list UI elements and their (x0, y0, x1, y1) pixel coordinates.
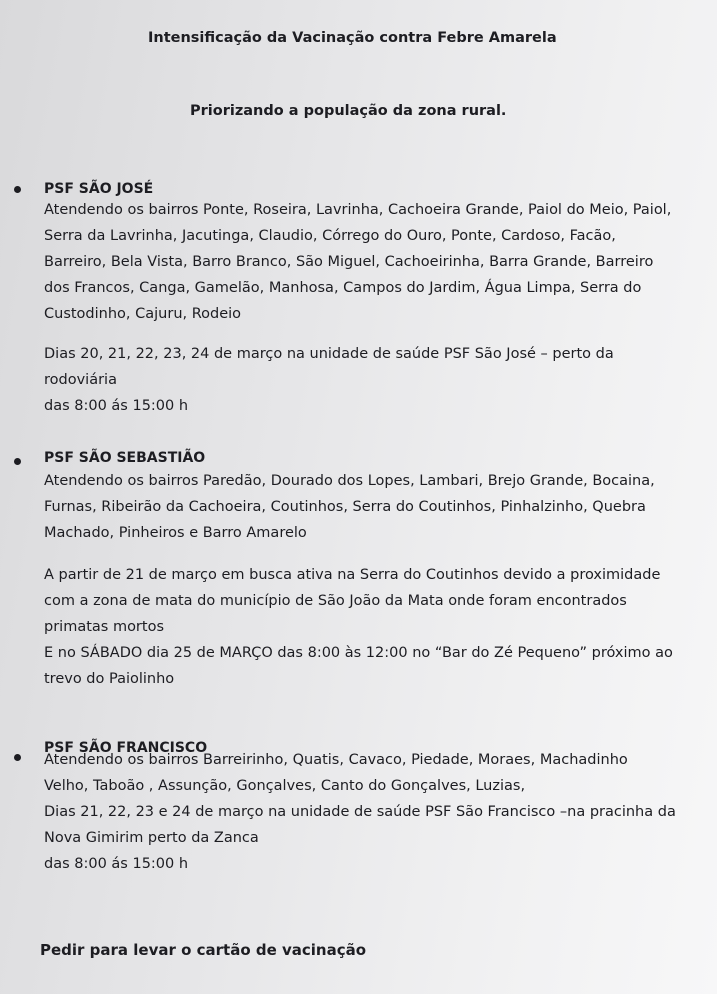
section-heading: PSF SÃO SEBASTIÃO (44, 450, 206, 466)
text-line: trevo do Paiolinho (44, 671, 175, 687)
text-line: E no SÁBADO dia 25 de MARÇO das 8:00 às 12:00 no “Bar do Zé Pequeno” próximo ao (44, 645, 673, 661)
schedule-place: Nova Gimirim perto da Zanca (44, 830, 259, 846)
bullet-icon (14, 458, 21, 465)
schedule-hours: das 8:00 ás 15:00 h (44, 856, 189, 872)
bairros-list (44, 197, 694, 327)
text-line: Velho, Taboão , Assunção, Gonçalves, Canto do Gonçalves, Luzias, (44, 778, 526, 794)
bullet-icon (14, 754, 21, 761)
text-line: Atendendo os bairros Paredão, Dourado dos Lopes, Lambari, Brejo Grande, Bocaina, (44, 473, 655, 489)
text-line: Dias 20, 21, 22, 23, 24 de março na unidade de saúde PSF São José – perto da (44, 346, 614, 362)
section-heading: PSF SÃO JOSÉ (44, 181, 154, 197)
schedule-place: rodoviária (44, 372, 117, 388)
text-line (44, 825, 694, 877)
text-line: Serra da Lavrinha, Jacutinga, Claudio, Córrego do Ouro, Ponte, Cardoso, Facão, (44, 228, 616, 244)
schedule-text (44, 341, 694, 419)
text-line: dos Francos, Canga, Gamelão, Manhosa, Campos do Jardim, Água Limpa, Serra do (44, 280, 642, 296)
text-line: Atendendo os bairros Ponte, Roseira, Lavrinha, Cachoeira Grande, Paiol do Meio, Paiol, (44, 202, 672, 218)
document-title: Intensificação da Vacinação contra Febre Amarela (148, 30, 557, 46)
text-line: Machado, Pinheiros e Barro Amarelo (44, 525, 307, 541)
text-line: Atendendo os bairros Barreirinho, Quatis, Cavaco, Piedade, Moraes, Machadinho (44, 752, 628, 768)
schedule-hours: das 8:00 ás 15:00 h (44, 398, 189, 414)
bairros-list (44, 468, 694, 546)
footer-note: Pedir para levar o cartão de vacinação (40, 941, 367, 959)
text-line: Furnas, Ribeirão da Cachoeira, Coutinhos, Serra do Coutinhos, Pinhalzinho, Quebra (44, 499, 646, 515)
text-line: Barreiro, Bela Vista, Barro Branco, São Miguel, Cachoeirinha, Barra Grande, Barreiro (44, 254, 654, 270)
bullet-icon (14, 186, 21, 193)
text-line (44, 367, 694, 419)
section-heading: PSF SÃO FRANCISCO (44, 740, 208, 756)
bairros-list (44, 747, 694, 877)
document-subtitle: Priorizando a população da zona rural. (190, 103, 507, 119)
text-line: Dias 21, 22, 23 e 24 de março na unidade de saúde PSF São Francisco –na pracinha da (44, 804, 676, 820)
notice-text (44, 562, 694, 692)
text-line: com a zona de mata do município de São João da Mata onde foram encontrados (44, 593, 627, 609)
text-line: A partir de 21 de março em busca ativa na Serra do Coutinhos devido a proximidade (44, 567, 661, 583)
text-line: Custodinho, Cajuru, Rodeio (44, 306, 242, 322)
text-line: primatas mortos (44, 619, 165, 635)
